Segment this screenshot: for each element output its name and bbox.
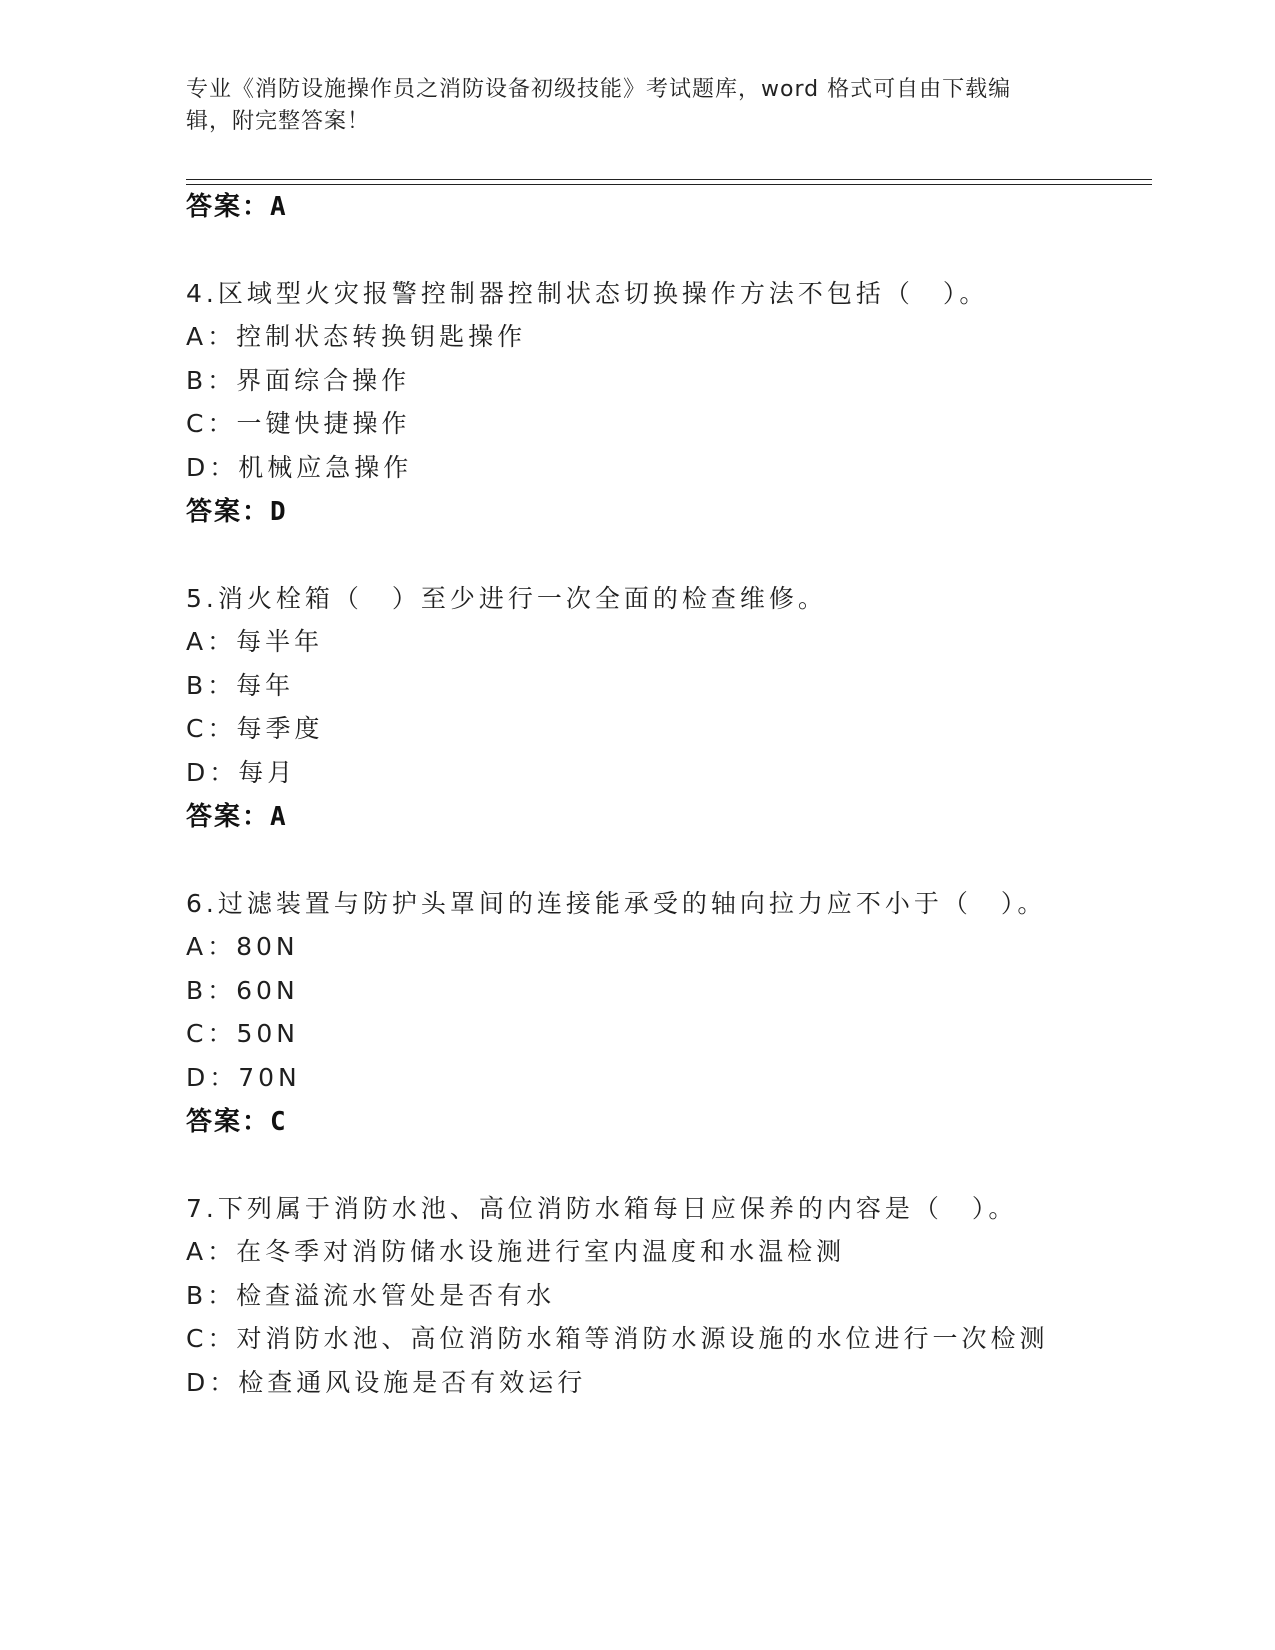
question-5-option-c: C：每季度 xyxy=(186,714,324,743)
header-line-2: 辑，附完整答案！ xyxy=(186,109,371,134)
answer-value: A xyxy=(270,802,288,832)
answer-value: D xyxy=(270,497,288,527)
question-6-option-b: B：60N xyxy=(186,976,299,1005)
question-7-stem: 7.下列属于消防水池、高位消防水箱每日应保养的内容是（ ）。 xyxy=(186,1194,1018,1223)
answer-label: 答案： xyxy=(186,192,271,222)
question-5-option-d: D：每月 xyxy=(186,758,297,787)
answer-value: C xyxy=(270,1107,288,1137)
question-4-option-c: C：一键快捷操作 xyxy=(186,409,411,438)
question-5-stem: 5.消火栓箱（ ）至少进行一次全面的检查维修。 xyxy=(186,584,827,613)
question-4-option-b: B：界面综合操作 xyxy=(186,366,411,395)
question-6-option-a: A：80N xyxy=(186,932,299,961)
answer-q4 xyxy=(186,491,288,528)
header-rule-top xyxy=(186,179,1152,180)
question-7-option-c: C：对消防水池、高位消防水箱等消防水源设施的水位进行一次检测 xyxy=(186,1324,1049,1353)
answer-q3 xyxy=(186,186,288,223)
question-4-stem: 4.区域型火灾报警控制器控制状态切换操作方法不包括（ ）。 xyxy=(186,279,989,308)
answer-q6 xyxy=(186,1101,288,1138)
question-7-option-b: B：检查溢流水管处是否有水 xyxy=(186,1281,556,1310)
question-4-option-d: D：机械应急操作 xyxy=(186,453,413,482)
question-4-option-a: A：控制状态转换钥匙操作 xyxy=(186,322,527,351)
question-5-option-a: A：每半年 xyxy=(186,627,324,656)
question-7-option-a: A：在冬季对消防储水设施进行室内温度和水温检测 xyxy=(186,1237,846,1266)
header-line-1: 专业《消防设施操作员之消防设备初级技能》考试题库，word 格式可自由下载编 xyxy=(186,77,1012,102)
answer-q5 xyxy=(186,796,288,833)
question-5-option-b: B：每年 xyxy=(186,671,295,700)
question-6-option-c: C：50N xyxy=(186,1019,299,1048)
answer-label: 答案： xyxy=(186,497,271,527)
answer-label: 答案： xyxy=(186,802,271,832)
question-7-option-d: D：检查通风设施是否有效运行 xyxy=(186,1368,587,1397)
answer-value: A xyxy=(270,192,288,222)
question-6-stem: 6.过滤装置与防护头罩间的连接能承受的轴向拉力应不小于（ ）。 xyxy=(186,889,1047,918)
answer-label: 答案： xyxy=(186,1107,271,1137)
question-6-option-d: D：70N xyxy=(186,1063,301,1092)
header-rule-bottom xyxy=(186,184,1152,185)
page-header xyxy=(186,74,1066,138)
